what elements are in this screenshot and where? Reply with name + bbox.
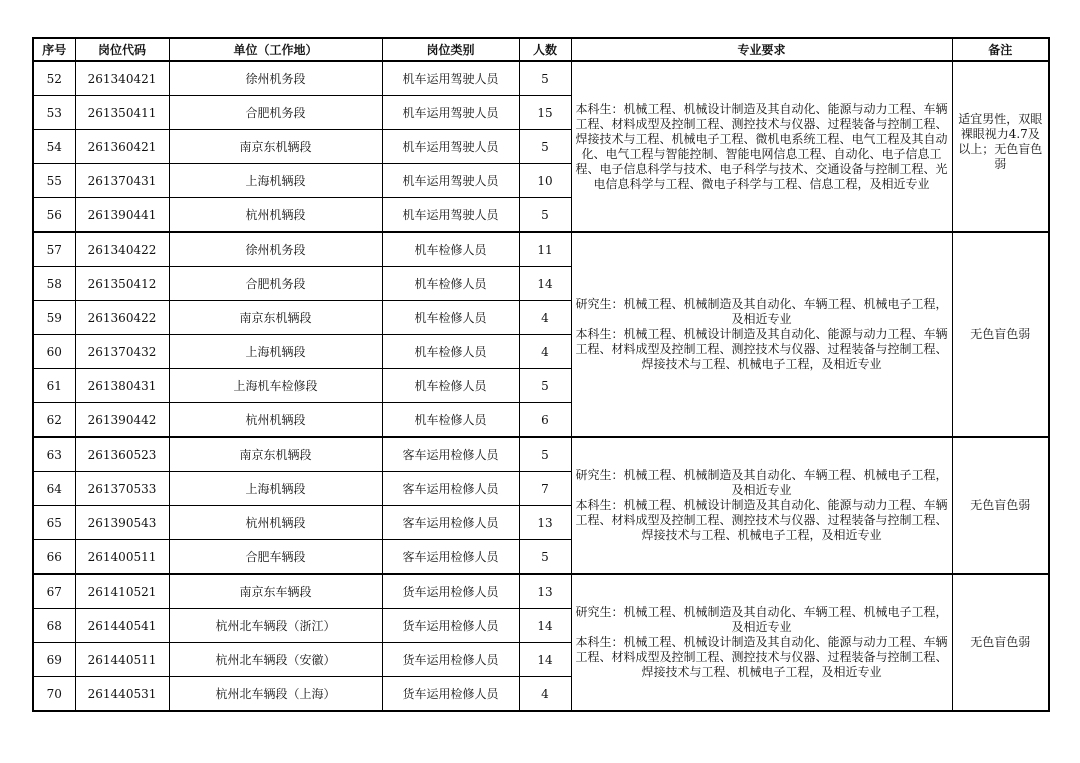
cell-count: 4 xyxy=(519,677,571,712)
cell-code: 261390441 xyxy=(75,198,169,233)
cell-code: 261360421 xyxy=(75,130,169,164)
cell-no: 56 xyxy=(33,198,75,233)
header-count: 人数 xyxy=(519,38,571,61)
cell-no: 55 xyxy=(33,164,75,198)
cell-code: 261370432 xyxy=(75,335,169,369)
cell-no: 65 xyxy=(33,506,75,540)
cell-count: 4 xyxy=(519,335,571,369)
cell-count: 5 xyxy=(519,369,571,403)
cell-code: 261410521 xyxy=(75,574,169,609)
header-major: 专业要求 xyxy=(571,38,952,61)
cell-remark: 无色盲色弱 xyxy=(952,232,1049,437)
cell-no: 52 xyxy=(33,61,75,96)
cell-category: 机车检修人员 xyxy=(382,267,519,301)
cell-unit: 上海机辆段 xyxy=(169,164,382,198)
cell-category: 客车运用检修人员 xyxy=(382,540,519,575)
cell-category: 客车运用检修人员 xyxy=(382,472,519,506)
table-row xyxy=(33,574,1049,609)
cell-unit: 上海机车检修段 xyxy=(169,369,382,403)
cell-code: 261440541 xyxy=(75,609,169,643)
cell-no: 59 xyxy=(33,301,75,335)
header-unit: 单位（工作地） xyxy=(169,38,382,61)
cell-no: 53 xyxy=(33,96,75,130)
cell-code: 261340421 xyxy=(75,61,169,96)
cell-no: 64 xyxy=(33,472,75,506)
cell-code: 261380431 xyxy=(75,369,169,403)
cell-code: 261360523 xyxy=(75,437,169,472)
cell-no: 54 xyxy=(33,130,75,164)
cell-category: 机车运用驾驶人员 xyxy=(382,61,519,96)
cell-unit: 上海机辆段 xyxy=(169,335,382,369)
cell-no: 66 xyxy=(33,540,75,575)
cell-category: 机车运用驾驶人员 xyxy=(382,130,519,164)
cell-category: 货车运用检修人员 xyxy=(382,609,519,643)
cell-no: 63 xyxy=(33,437,75,472)
cell-count: 10 xyxy=(519,164,571,198)
table-row xyxy=(33,61,1049,96)
cell-count: 5 xyxy=(519,437,571,472)
cell-unit: 南京东机辆段 xyxy=(169,301,382,335)
cell-category: 机车检修人员 xyxy=(382,232,519,267)
cell-count: 13 xyxy=(519,574,571,609)
table-row xyxy=(33,232,1049,267)
cell-category: 机车运用驾驶人员 xyxy=(382,96,519,130)
cell-category: 货车运用检修人员 xyxy=(382,643,519,677)
cell-code: 261400511 xyxy=(75,540,169,575)
cell-unit: 合肥机务段 xyxy=(169,267,382,301)
cell-unit: 南京东机辆段 xyxy=(169,437,382,472)
cell-unit: 杭州机辆段 xyxy=(169,506,382,540)
cell-count: 11 xyxy=(519,232,571,267)
cell-no: 67 xyxy=(33,574,75,609)
cell-unit: 杭州机辆段 xyxy=(169,198,382,233)
cell-unit: 杭州机辆段 xyxy=(169,403,382,438)
header-no: 序号 xyxy=(33,38,75,61)
cell-no: 70 xyxy=(33,677,75,712)
cell-remark: 适宜男性，双眼裸眼视力4.7及以上；无色盲色弱 xyxy=(952,61,1049,232)
cell-count: 5 xyxy=(519,61,571,96)
cell-code: 261350412 xyxy=(75,267,169,301)
cell-count: 13 xyxy=(519,506,571,540)
cell-code: 261440511 xyxy=(75,643,169,677)
cell-count: 14 xyxy=(519,267,571,301)
cell-no: 69 xyxy=(33,643,75,677)
cell-category: 机车检修人员 xyxy=(382,369,519,403)
cell-code: 261390543 xyxy=(75,506,169,540)
cell-code: 261440531 xyxy=(75,677,169,712)
cell-count: 5 xyxy=(519,198,571,233)
cell-no: 60 xyxy=(33,335,75,369)
cell-count: 6 xyxy=(519,403,571,438)
cell-no: 61 xyxy=(33,369,75,403)
cell-no: 68 xyxy=(33,609,75,643)
cell-remark: 无色盲色弱 xyxy=(952,437,1049,574)
cell-major: 本科生：机械工程、机械设计制造及其自动化、能源与动力工程、车辆工程、材料成型及控制工程、测控技术与仪器、过程装备与控制工程、焊接技术与工程、机械电子工程、微机电系统工程、电气工程及其自动化、电气工程与智能控制、智能电网信息工程、自动化、电子信息工程、电子信息科学与技术、电子科学与技术、交通设备与控制工程、光电信息科学与工程、微电子科学与工程、信息工程，及相近专业 xyxy=(571,61,952,232)
header-remark: 备注 xyxy=(952,38,1049,61)
cell-category: 机车运用驾驶人员 xyxy=(382,198,519,233)
cell-no: 58 xyxy=(33,267,75,301)
cell-count: 5 xyxy=(519,540,571,575)
cell-unit: 徐州机务段 xyxy=(169,61,382,96)
cell-category: 机车检修人员 xyxy=(382,335,519,369)
cell-code: 261390442 xyxy=(75,403,169,438)
job-table xyxy=(32,37,1050,712)
cell-category: 客车运用检修人员 xyxy=(382,506,519,540)
cell-category: 货车运用检修人员 xyxy=(382,574,519,609)
cell-major: 研究生：机械工程、机械制造及其自动化、车辆工程、机械电子工程，及相近专业 本科生：机械工程、机械设计制造及其自动化、能源与动力工程、车辆工程、材料成型及控制工程、测控技术与仪器、过程装备与控制工程、焊接技术与工程、机械电子工程，及相近专业 xyxy=(571,574,952,711)
cell-code: 261370533 xyxy=(75,472,169,506)
cell-count: 14 xyxy=(519,643,571,677)
cell-category: 机车检修人员 xyxy=(382,301,519,335)
cell-category: 货车运用检修人员 xyxy=(382,677,519,712)
cell-code: 261360422 xyxy=(75,301,169,335)
cell-unit: 徐州机务段 xyxy=(169,232,382,267)
header-category: 岗位类别 xyxy=(382,38,519,61)
cell-code: 261370431 xyxy=(75,164,169,198)
cell-category: 客车运用检修人员 xyxy=(382,437,519,472)
cell-category: 机车运用驾驶人员 xyxy=(382,164,519,198)
header-row xyxy=(33,38,1049,61)
cell-count: 4 xyxy=(519,301,571,335)
cell-code: 261340422 xyxy=(75,232,169,267)
cell-unit: 杭州北车辆段（浙江） xyxy=(169,609,382,643)
cell-unit: 合肥机务段 xyxy=(169,96,382,130)
cell-code: 261350411 xyxy=(75,96,169,130)
table-row xyxy=(33,437,1049,472)
cell-unit: 南京东车辆段 xyxy=(169,574,382,609)
cell-no: 62 xyxy=(33,403,75,438)
cell-count: 15 xyxy=(519,96,571,130)
cell-major: 研究生：机械工程、机械制造及其自动化、车辆工程、机械电子工程，及相近专业 本科生：机械工程、机械设计制造及其自动化、能源与动力工程、车辆工程、材料成型及控制工程、测控技术与仪器、过程装备与控制工程、焊接技术与工程、机械电子工程，及相近专业 xyxy=(571,232,952,437)
cell-unit: 南京东机辆段 xyxy=(169,130,382,164)
cell-count: 7 xyxy=(519,472,571,506)
cell-count: 14 xyxy=(519,609,571,643)
cell-unit: 上海机辆段 xyxy=(169,472,382,506)
cell-major: 研究生：机械工程、机械制造及其自动化、车辆工程、机械电子工程，及相近专业 本科生：机械工程、机械设计制造及其自动化、能源与动力工程、车辆工程、材料成型及控制工程、测控技术与仪器、过程装备与控制工程、焊接技术与工程、机械电子工程，及相近专业 xyxy=(571,437,952,574)
cell-no: 57 xyxy=(33,232,75,267)
cell-count: 5 xyxy=(519,130,571,164)
header-code: 岗位代码 xyxy=(75,38,169,61)
cell-remark: 无色盲色弱 xyxy=(952,574,1049,711)
cell-category: 机车检修人员 xyxy=(382,403,519,438)
cell-unit: 合肥车辆段 xyxy=(169,540,382,575)
cell-unit: 杭州北车辆段（安徽） xyxy=(169,643,382,677)
cell-unit: 杭州北车辆段（上海） xyxy=(169,677,382,712)
